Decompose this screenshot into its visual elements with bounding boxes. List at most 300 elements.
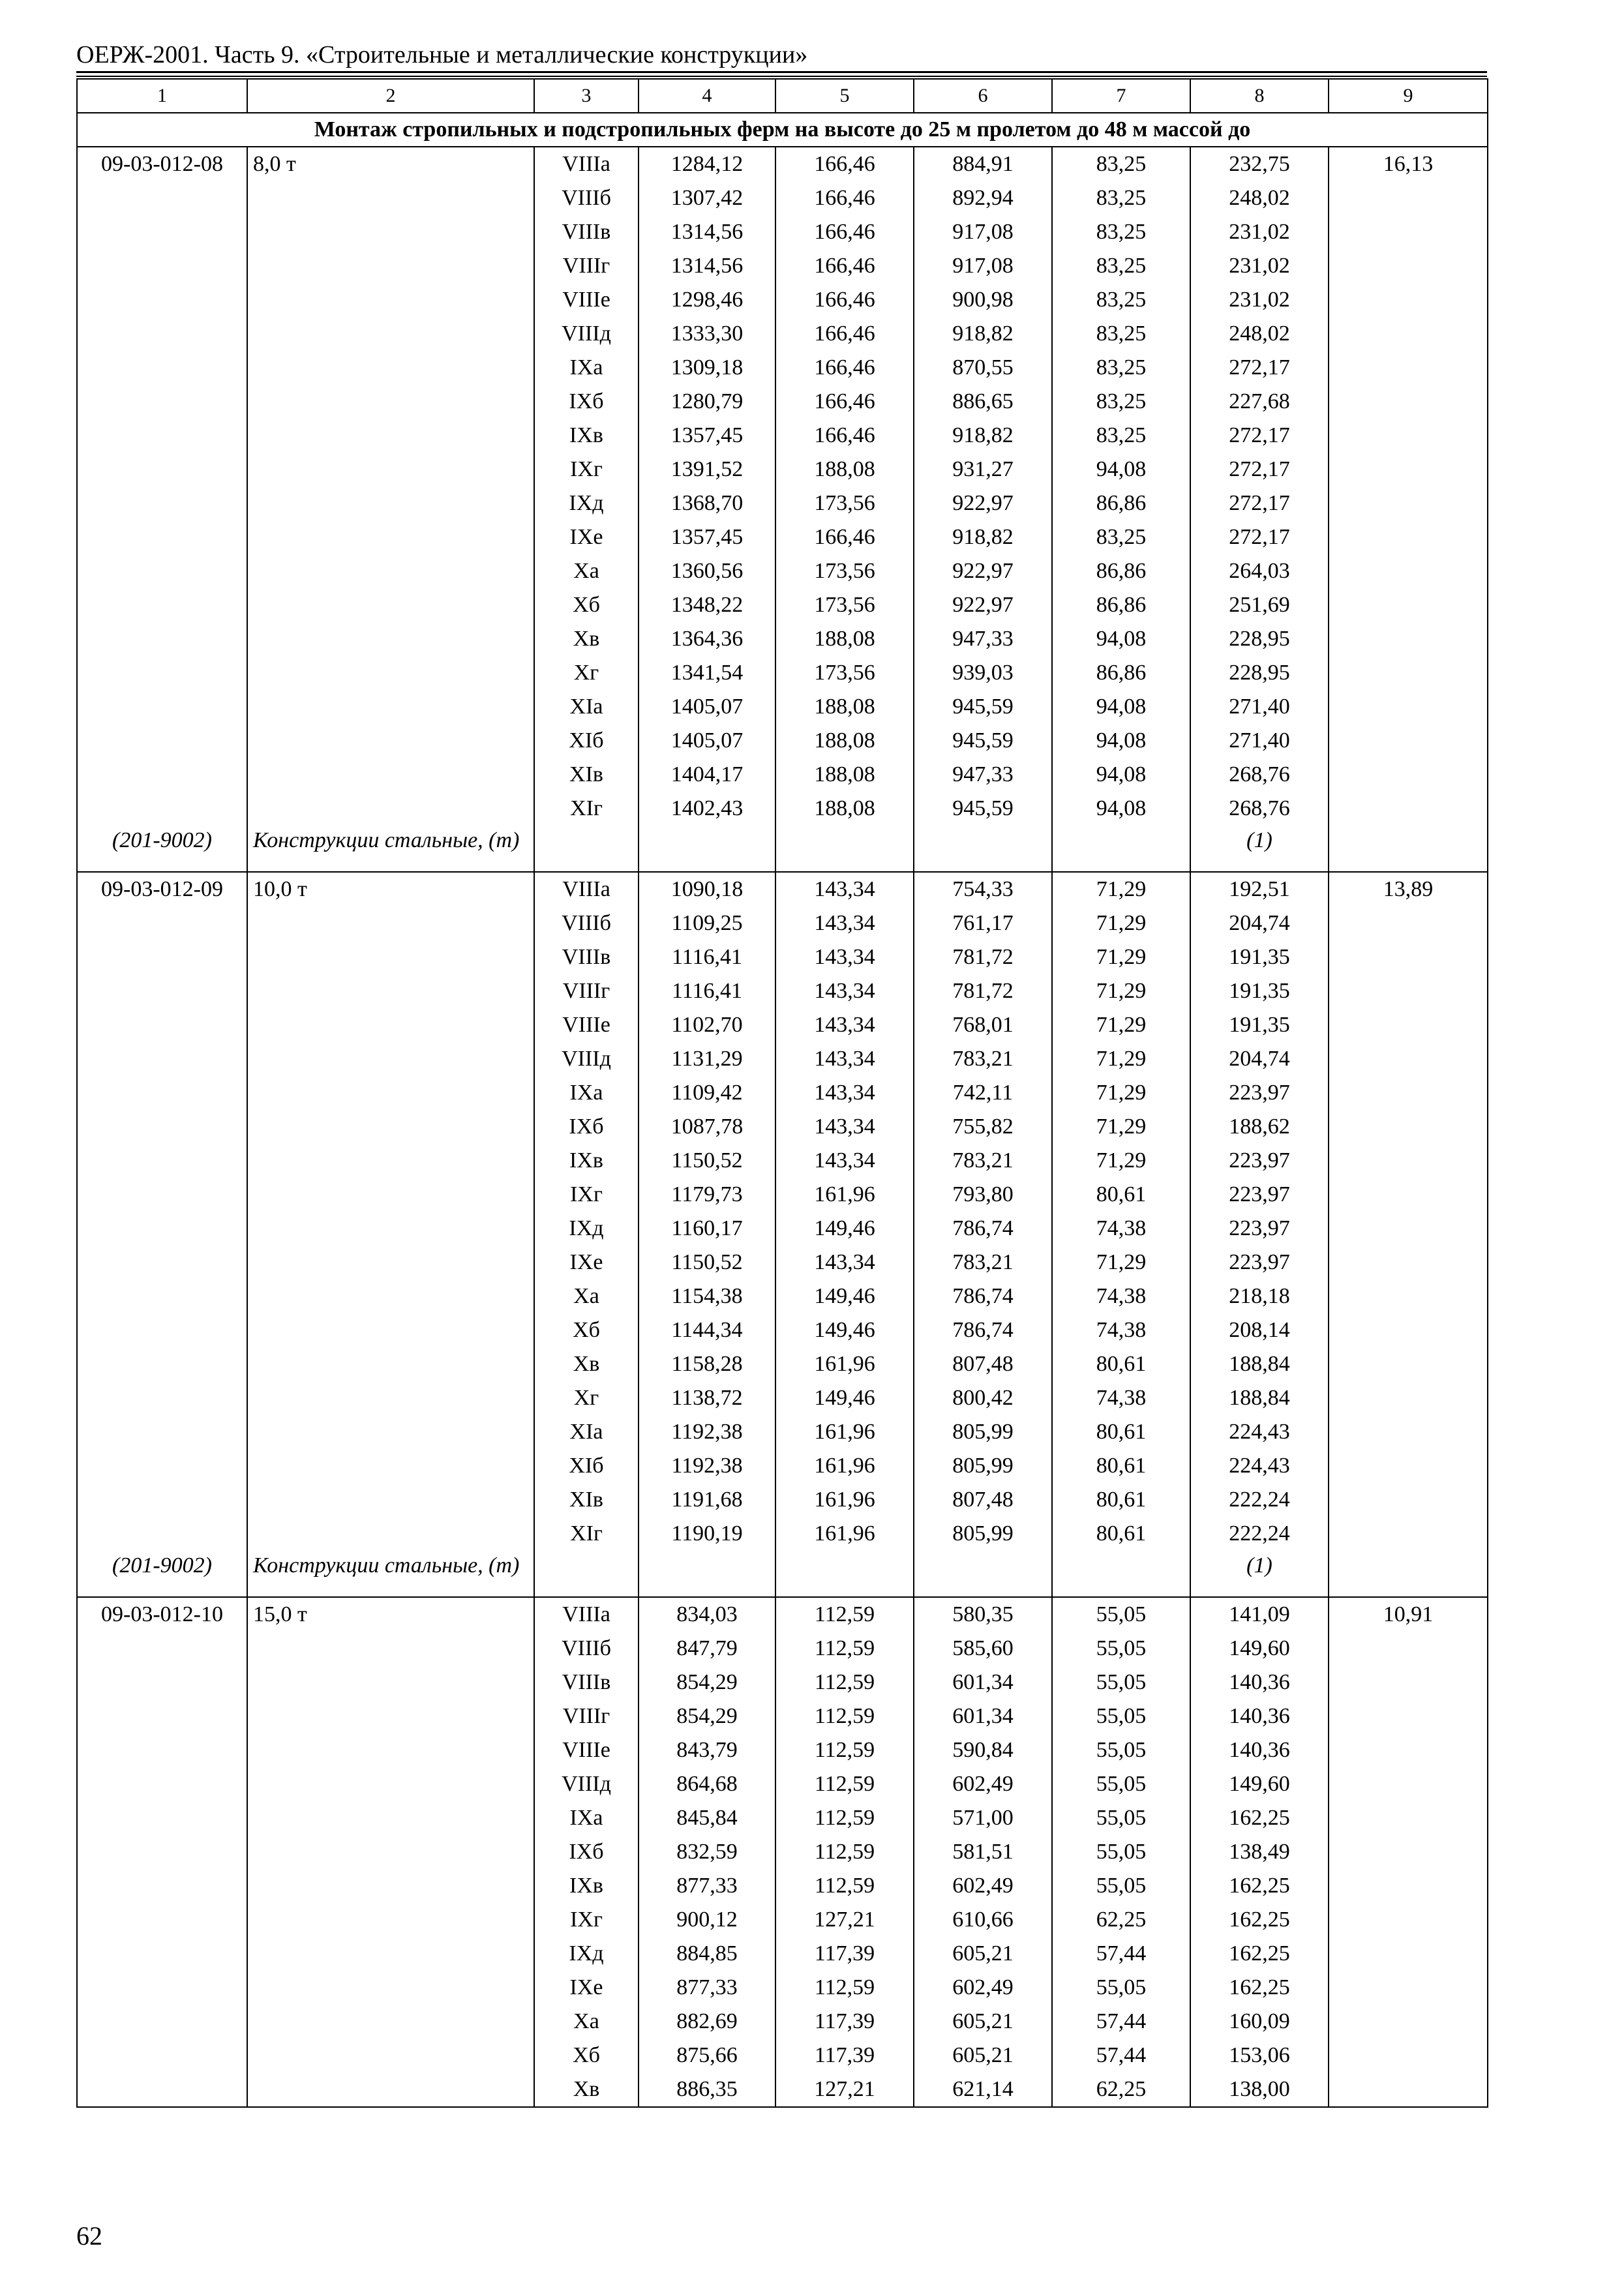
cost-value-col6: 755,82 xyxy=(914,1110,1052,1144)
territory-code: IXа xyxy=(534,1801,639,1835)
territory-code: VIIIа xyxy=(534,1597,639,1632)
resource-code: (201-9002) xyxy=(77,1551,247,1597)
territory-code: IXв xyxy=(534,419,639,453)
cost-value-col4: 1314,56 xyxy=(639,215,775,249)
table-row xyxy=(77,147,1488,181)
cost-value-col5: 161,96 xyxy=(775,1347,914,1381)
column-number: 4 xyxy=(639,79,775,113)
cost-value-col7: 55,05 xyxy=(1052,1869,1190,1903)
cost-value-col8: 268,76 xyxy=(1190,758,1329,792)
cost-value-col4: 884,85 xyxy=(639,1937,775,1971)
cost-value-col6: 761,17 xyxy=(914,906,1052,940)
cost-value-col5: 161,96 xyxy=(775,1178,914,1212)
cost-value-col7: 86,86 xyxy=(1052,554,1190,588)
cost-value-col8: 162,25 xyxy=(1190,1903,1329,1937)
territory-code: VIIIг xyxy=(534,974,639,1008)
territory-code: IXб xyxy=(534,1110,639,1144)
cost-value-col6: 602,49 xyxy=(914,1869,1052,1903)
col9-value: 16,13 xyxy=(1329,147,1488,872)
cost-value-col4: 845,84 xyxy=(639,1801,775,1835)
cost-value-col4: 847,79 xyxy=(639,1632,775,1666)
rate-code: 09-03-012-09 xyxy=(77,872,247,1551)
territory-code: Xб xyxy=(534,588,639,622)
cost-value-col4: 1087,78 xyxy=(639,1110,775,1144)
territory-code: XIг xyxy=(534,1517,639,1597)
cost-value-col8: 153,06 xyxy=(1190,2039,1329,2072)
cost-value-col6: 781,72 xyxy=(914,940,1052,974)
territory-code: Xв xyxy=(534,2072,639,2107)
cost-value-col4: 1309,18 xyxy=(639,351,775,385)
cost-value-col6: 922,97 xyxy=(914,554,1052,588)
cost-value-col8: 138,49 xyxy=(1190,1835,1329,1869)
mass-value: 8,0 т xyxy=(247,147,534,826)
cost-value-col7: 80,61 xyxy=(1052,1449,1190,1483)
cost-value-col8: 222,24 xyxy=(1190,1517,1329,1551)
cost-value-col8: 192,51 xyxy=(1190,872,1329,906)
cost-value-col8: 228,95 xyxy=(1190,622,1329,656)
cost-value-col5: 112,59 xyxy=(775,1801,914,1835)
cost-value-col7: 74,38 xyxy=(1052,1313,1190,1347)
cost-value-col8: 264,03 xyxy=(1190,554,1329,588)
cost-value-col7: 83,25 xyxy=(1052,317,1190,351)
cost-value-col4: 1348,22 xyxy=(639,588,775,622)
header-rule-thin xyxy=(76,76,1487,77)
territory-code: XIб xyxy=(534,724,639,758)
resource-quantity: (1) xyxy=(1190,1551,1329,1597)
cost-value-col8: 218,18 xyxy=(1190,1279,1329,1313)
cost-value-col8: 248,02 xyxy=(1190,317,1329,351)
territory-code: IXб xyxy=(534,385,639,419)
cost-value-col8: 272,17 xyxy=(1190,351,1329,385)
cost-value-col5: 166,46 xyxy=(775,215,914,249)
cost-value-col7: 74,38 xyxy=(1052,1381,1190,1415)
cost-value-col7: 94,08 xyxy=(1052,690,1190,724)
cost-value-col5: 188,08 xyxy=(775,792,914,872)
cost-value-col7: 55,05 xyxy=(1052,1666,1190,1699)
cost-value-col5: 161,96 xyxy=(775,1483,914,1517)
cost-value-col6: 601,34 xyxy=(914,1699,1052,1733)
territory-code: Xг xyxy=(534,1381,639,1415)
cost-value-col6: 585,60 xyxy=(914,1632,1052,1666)
cost-value-col6: 590,84 xyxy=(914,1733,1052,1767)
territory-code: VIIIв xyxy=(534,215,639,249)
cost-value-col7: 62,25 xyxy=(1052,2072,1190,2107)
territory-code: VIIIб xyxy=(534,906,639,940)
cost-value-col8: 149,60 xyxy=(1190,1767,1329,1801)
cost-value-col8: 162,25 xyxy=(1190,1869,1329,1903)
cost-value-col6: 605,21 xyxy=(914,2005,1052,2039)
cost-value-col8: 188,84 xyxy=(1190,1381,1329,1415)
mass-value: 10,0 т xyxy=(247,872,534,1551)
cost-value-col6: 581,51 xyxy=(914,1835,1052,1869)
cost-value-col8: 232,75 xyxy=(1190,147,1329,181)
cost-value-col5: 149,46 xyxy=(775,1212,914,1246)
territory-code: Xв xyxy=(534,1347,639,1381)
cost-value-col8: 223,97 xyxy=(1190,1076,1329,1110)
cost-value-col7: 71,29 xyxy=(1052,1246,1190,1279)
cost-value-col4: 1154,38 xyxy=(639,1279,775,1313)
column-number: 7 xyxy=(1052,79,1190,113)
cost-value-col4: 1160,17 xyxy=(639,1212,775,1246)
cost-value-col7: 71,29 xyxy=(1052,1110,1190,1144)
mass-value: 15,0 т xyxy=(247,1597,534,2107)
cost-value-col6: 917,08 xyxy=(914,249,1052,283)
cost-value-col8: 223,97 xyxy=(1190,1246,1329,1279)
col9-value: 13,89 xyxy=(1329,872,1488,1597)
cost-value-col5: 149,46 xyxy=(775,1381,914,1415)
cost-value-col4: 843,79 xyxy=(639,1733,775,1767)
cost-value-col5: 112,59 xyxy=(775,1632,914,1666)
cost-value-col7: 83,25 xyxy=(1052,419,1190,453)
territory-code: VIIIд xyxy=(534,1042,639,1076)
cost-value-col8: 140,36 xyxy=(1190,1733,1329,1767)
cost-value-col7: 83,25 xyxy=(1052,520,1190,554)
territory-code: Xв xyxy=(534,622,639,656)
cost-value-col4: 854,29 xyxy=(639,1699,775,1733)
cost-value-col6: 601,34 xyxy=(914,1666,1052,1699)
column-number: 6 xyxy=(914,79,1052,113)
resource-description: Конструкции стальные, (т) xyxy=(247,1551,534,1597)
cost-value-col7: 74,38 xyxy=(1052,1279,1190,1313)
cost-value-col6: 945,59 xyxy=(914,724,1052,758)
cost-value-col5: 166,46 xyxy=(775,181,914,215)
cost-value-col6: 918,82 xyxy=(914,317,1052,351)
cost-value-col5: 112,59 xyxy=(775,1699,914,1733)
cost-value-col8: 231,02 xyxy=(1190,215,1329,249)
cost-value-col7: 55,05 xyxy=(1052,1632,1190,1666)
cost-value-col6: 605,21 xyxy=(914,1937,1052,1971)
cost-value-col8: 191,35 xyxy=(1190,1008,1329,1042)
territory-code: VIIIв xyxy=(534,1666,639,1699)
cost-value-col5: 112,59 xyxy=(775,1666,914,1699)
cost-value-col4: 1391,52 xyxy=(639,453,775,486)
cost-value-col5: 112,59 xyxy=(775,1767,914,1801)
cost-value-col7: 83,25 xyxy=(1052,249,1190,283)
cost-value-col6: 602,49 xyxy=(914,1971,1052,2005)
territory-code: Xб xyxy=(534,1313,639,1347)
cost-value-col5: 188,08 xyxy=(775,622,914,656)
cost-value-col5: 188,08 xyxy=(775,453,914,486)
cost-value-col7: 71,29 xyxy=(1052,1076,1190,1110)
cost-value-col4: 1405,07 xyxy=(639,690,775,724)
cost-value-col4: 1368,70 xyxy=(639,486,775,520)
cost-value-col8: 223,97 xyxy=(1190,1144,1329,1178)
territory-code: VIIIе xyxy=(534,283,639,317)
cost-value-col6: 917,08 xyxy=(914,215,1052,249)
cost-value-col5: 143,34 xyxy=(775,940,914,974)
column-number: 1 xyxy=(77,79,247,113)
cost-value-col4: 1102,70 xyxy=(639,1008,775,1042)
cost-value-col4: 1364,36 xyxy=(639,622,775,656)
cost-value-col7: 86,86 xyxy=(1052,656,1190,690)
price-table xyxy=(76,78,1488,2108)
cost-value-col7: 55,05 xyxy=(1052,1835,1190,1869)
cost-value-col6: 602,49 xyxy=(914,1767,1052,1801)
cost-value-col5: 143,34 xyxy=(775,1008,914,1042)
cost-value-col4: 1090,18 xyxy=(639,872,775,906)
territory-code: IXб xyxy=(534,1835,639,1869)
cost-value-col4: 854,29 xyxy=(639,1666,775,1699)
cost-value-col4: 886,35 xyxy=(639,2072,775,2107)
cost-value-col5: 173,56 xyxy=(775,656,914,690)
header-rule xyxy=(76,71,1487,73)
col9-value: 10,91 xyxy=(1329,1597,1488,2107)
cost-value-col4: 864,68 xyxy=(639,1767,775,1801)
cost-value-col8: 162,25 xyxy=(1190,1971,1329,2005)
territory-code: XIг xyxy=(534,792,639,872)
cost-value-col7: 55,05 xyxy=(1052,1597,1190,1632)
territory-code: IXг xyxy=(534,1178,639,1212)
cost-value-col4: 877,33 xyxy=(639,1869,775,1903)
cost-value-col5: 127,21 xyxy=(775,2072,914,2107)
cost-value-col8: 138,00 xyxy=(1190,2072,1329,2107)
cost-value-col6: 947,33 xyxy=(914,758,1052,792)
cost-value-col6: 571,00 xyxy=(914,1801,1052,1835)
cost-value-col4: 1298,46 xyxy=(639,283,775,317)
cost-value-col7: 71,29 xyxy=(1052,940,1190,974)
cost-value-col8: 191,35 xyxy=(1190,974,1329,1008)
cost-value-col6: 945,59 xyxy=(914,792,1052,872)
cost-value-col6: 781,72 xyxy=(914,974,1052,1008)
cost-value-col5: 143,34 xyxy=(775,1246,914,1279)
cost-value-col7: 83,25 xyxy=(1052,215,1190,249)
cost-value-col6: 786,74 xyxy=(914,1212,1052,1246)
cost-value-col4: 1192,38 xyxy=(639,1415,775,1449)
cost-value-col7: 80,61 xyxy=(1052,1347,1190,1381)
cost-value-col8: 272,17 xyxy=(1190,453,1329,486)
territory-code: IXд xyxy=(534,1937,639,1971)
cost-value-col5: 166,46 xyxy=(775,520,914,554)
territory-code: VIIIг xyxy=(534,249,639,283)
cost-value-col4: 1138,72 xyxy=(639,1381,775,1415)
cost-value-col7: 55,05 xyxy=(1052,1699,1190,1733)
cost-value-col7: 71,29 xyxy=(1052,974,1190,1008)
cost-value-col4: 1109,25 xyxy=(639,906,775,940)
cost-value-col4: 1402,43 xyxy=(639,792,775,872)
cost-value-col7: 74,38 xyxy=(1052,1212,1190,1246)
cost-value-col4: 1280,79 xyxy=(639,385,775,419)
cost-value-col7: 86,86 xyxy=(1052,486,1190,520)
cost-value-col5: 149,46 xyxy=(775,1279,914,1313)
territory-code: IXд xyxy=(534,486,639,520)
territory-code: VIIIе xyxy=(534,1008,639,1042)
resource-description: Конструкции стальные, (т) xyxy=(247,826,534,872)
cost-value-col7: 80,61 xyxy=(1052,1178,1190,1212)
territory-code: VIIIб xyxy=(534,1632,639,1666)
cost-value-col4: 1144,34 xyxy=(639,1313,775,1347)
cost-value-col4: 900,12 xyxy=(639,1903,775,1937)
cost-value-col5: 112,59 xyxy=(775,1597,914,1632)
cost-value-col5: 117,39 xyxy=(775,2005,914,2039)
territory-code: VIIIа xyxy=(534,147,639,181)
column-number: 2 xyxy=(247,79,534,113)
cost-value-col8: 204,74 xyxy=(1190,1042,1329,1076)
territory-code: VIIIд xyxy=(534,317,639,351)
cost-value-col7: 55,05 xyxy=(1052,1971,1190,2005)
cost-value-col7: 55,05 xyxy=(1052,1767,1190,1801)
cost-value-col4: 1131,29 xyxy=(639,1042,775,1076)
cost-value-col5: 117,39 xyxy=(775,2039,914,2072)
cost-value-col8: 224,43 xyxy=(1190,1415,1329,1449)
cost-value-col4: 1179,73 xyxy=(639,1178,775,1212)
cost-value-col7: 71,29 xyxy=(1052,1008,1190,1042)
territory-code: VIIIб xyxy=(534,181,639,215)
cost-value-col6: 768,01 xyxy=(914,1008,1052,1042)
cost-value-col6: 886,65 xyxy=(914,385,1052,419)
territory-code: VIIIд xyxy=(534,1767,639,1801)
cost-value-col8: 231,02 xyxy=(1190,283,1329,317)
cost-value-col7: 80,61 xyxy=(1052,1483,1190,1517)
cost-value-col6: 922,97 xyxy=(914,588,1052,622)
cost-value-col5: 188,08 xyxy=(775,724,914,758)
cost-value-col7: 83,25 xyxy=(1052,283,1190,317)
cost-value-col5: 188,08 xyxy=(775,690,914,724)
cost-value-col7: 83,25 xyxy=(1052,147,1190,181)
cost-value-col5: 149,46 xyxy=(775,1313,914,1347)
section-title-row xyxy=(77,113,1488,147)
cost-value-col4: 1116,41 xyxy=(639,974,775,1008)
cost-value-col8: 188,62 xyxy=(1190,1110,1329,1144)
cost-value-col8: 272,17 xyxy=(1190,520,1329,554)
cost-value-col6: 947,33 xyxy=(914,622,1052,656)
territory-code: XIб xyxy=(534,1449,639,1483)
cost-value-col5: 173,56 xyxy=(775,588,914,622)
cost-value-col7: 94,08 xyxy=(1052,622,1190,656)
cost-value-col6: 807,48 xyxy=(914,1347,1052,1381)
cost-value-col4: 1404,17 xyxy=(639,758,775,792)
territory-code: XIа xyxy=(534,690,639,724)
territory-code: VIIIе xyxy=(534,1733,639,1767)
cost-value-col6: 805,99 xyxy=(914,1449,1052,1483)
cost-value-col8: 271,40 xyxy=(1190,724,1329,758)
cost-value-col6: 742,11 xyxy=(914,1076,1052,1110)
cost-value-col8: 162,25 xyxy=(1190,1801,1329,1835)
cost-value-col7: 62,25 xyxy=(1052,1903,1190,1937)
territory-code: Xа xyxy=(534,554,639,588)
cost-value-col7: 83,25 xyxy=(1052,181,1190,215)
cost-value-col8: 251,69 xyxy=(1190,588,1329,622)
cost-value-col8: 227,68 xyxy=(1190,385,1329,419)
cost-value-col8: 140,36 xyxy=(1190,1699,1329,1733)
cost-value-col4: 1341,54 xyxy=(639,656,775,690)
cost-value-col4: 1190,19 xyxy=(639,1517,775,1597)
territory-code: IXг xyxy=(534,1903,639,1937)
cost-value-col6: 580,35 xyxy=(914,1597,1052,1632)
cost-value-col4: 1191,68 xyxy=(639,1483,775,1517)
cost-value-col5: 112,59 xyxy=(775,1971,914,2005)
cost-value-col5: 188,08 xyxy=(775,758,914,792)
cost-value-col5: 143,34 xyxy=(775,906,914,940)
cost-value-col8: 160,09 xyxy=(1190,2005,1329,2039)
cost-value-col6: 892,94 xyxy=(914,181,1052,215)
cost-value-col8: 140,36 xyxy=(1190,1666,1329,1699)
territory-code: IXе xyxy=(534,520,639,554)
cost-value-col7: 94,08 xyxy=(1052,758,1190,792)
cost-value-col7: 57,44 xyxy=(1052,1937,1190,1971)
page-number: 62 xyxy=(76,2221,102,2251)
cost-value-col8: 223,97 xyxy=(1190,1212,1329,1246)
territory-code: XIв xyxy=(534,758,639,792)
running-header: ОЕРЖ-2001. Часть 9. «Строительные и металлические конструкции» xyxy=(76,41,808,68)
cost-value-col5: 143,34 xyxy=(775,872,914,906)
territory-code: Xа xyxy=(534,1279,639,1313)
territory-code: XIа xyxy=(534,1415,639,1449)
cost-value-col4: 832,59 xyxy=(639,1835,775,1869)
territory-code: IXд xyxy=(534,1212,639,1246)
column-number: 5 xyxy=(775,79,914,113)
cost-value-col8: 204,74 xyxy=(1190,906,1329,940)
cost-value-col4: 1116,41 xyxy=(639,940,775,974)
resource-quantity: (1) xyxy=(1190,826,1329,872)
cost-value-col4: 1158,28 xyxy=(639,1347,775,1381)
territory-code: Xа xyxy=(534,2005,639,2039)
cost-value-col4: 1284,12 xyxy=(639,147,775,181)
territory-code: VIIIг xyxy=(534,1699,639,1733)
cost-value-col8: 191,35 xyxy=(1190,940,1329,974)
territory-code: IXа xyxy=(534,1076,639,1110)
cost-value-col5: 166,46 xyxy=(775,317,914,351)
territory-code: VIIIв xyxy=(534,940,639,974)
cost-value-col8: 149,60 xyxy=(1190,1632,1329,1666)
cost-value-col8: 228,95 xyxy=(1190,656,1329,690)
territory-code: XIв xyxy=(534,1483,639,1517)
territory-code: IXе xyxy=(534,1971,639,2005)
cost-value-col4: 1109,42 xyxy=(639,1076,775,1110)
cost-value-col7: 71,29 xyxy=(1052,906,1190,940)
cost-value-col7: 83,25 xyxy=(1052,385,1190,419)
cost-value-col8: 208,14 xyxy=(1190,1313,1329,1347)
cost-value-col5: 127,21 xyxy=(775,1903,914,1937)
cost-value-col8: 231,02 xyxy=(1190,249,1329,283)
cost-value-col6: 800,42 xyxy=(914,1381,1052,1415)
cost-value-col6: 900,98 xyxy=(914,283,1052,317)
cost-value-col6: 786,74 xyxy=(914,1313,1052,1347)
cost-value-col5: 166,46 xyxy=(775,385,914,419)
cost-value-col7: 80,61 xyxy=(1052,1415,1190,1449)
column-number: 3 xyxy=(534,79,639,113)
cost-value-col6: 884,91 xyxy=(914,147,1052,181)
territory-code: VIIIа xyxy=(534,872,639,906)
cost-value-col7: 71,29 xyxy=(1052,872,1190,906)
cost-value-col4: 1405,07 xyxy=(639,724,775,758)
territory-code: Xб xyxy=(534,2039,639,2072)
cost-value-col5: 143,34 xyxy=(775,1144,914,1178)
section-title: Монтаж стропильных и подстропильных ферм на высоте до 25 м пролетом до 48 м массой до xyxy=(77,113,1488,147)
cost-value-col6: 605,21 xyxy=(914,2039,1052,2072)
resource-code: (201-9002) xyxy=(77,826,247,872)
cost-value-col5: 143,34 xyxy=(775,1076,914,1110)
cost-value-col7: 55,05 xyxy=(1052,1801,1190,1835)
cost-value-col6: 805,99 xyxy=(914,1415,1052,1449)
territory-code: IXг xyxy=(534,453,639,486)
cost-value-col8: 248,02 xyxy=(1190,181,1329,215)
territory-code: IXе xyxy=(534,1246,639,1279)
cost-value-col6: 783,21 xyxy=(914,1042,1052,1076)
cost-value-col8: 272,17 xyxy=(1190,486,1329,520)
cost-value-col4: 877,33 xyxy=(639,1971,775,2005)
cost-value-col5: 112,59 xyxy=(775,1835,914,1869)
cost-value-col6: 870,55 xyxy=(914,351,1052,385)
cost-value-col6: 786,74 xyxy=(914,1279,1052,1313)
cost-value-col5: 112,59 xyxy=(775,1733,914,1767)
cost-value-col6: 805,99 xyxy=(914,1517,1052,1597)
cost-value-col4: 834,03 xyxy=(639,1597,775,1632)
cost-value-col5: 173,56 xyxy=(775,554,914,588)
rate-code: 09-03-012-10 xyxy=(77,1597,247,2107)
cost-value-col7: 55,05 xyxy=(1052,1733,1190,1767)
cost-value-col6: 918,82 xyxy=(914,419,1052,453)
cost-value-col5: 112,59 xyxy=(775,1869,914,1903)
